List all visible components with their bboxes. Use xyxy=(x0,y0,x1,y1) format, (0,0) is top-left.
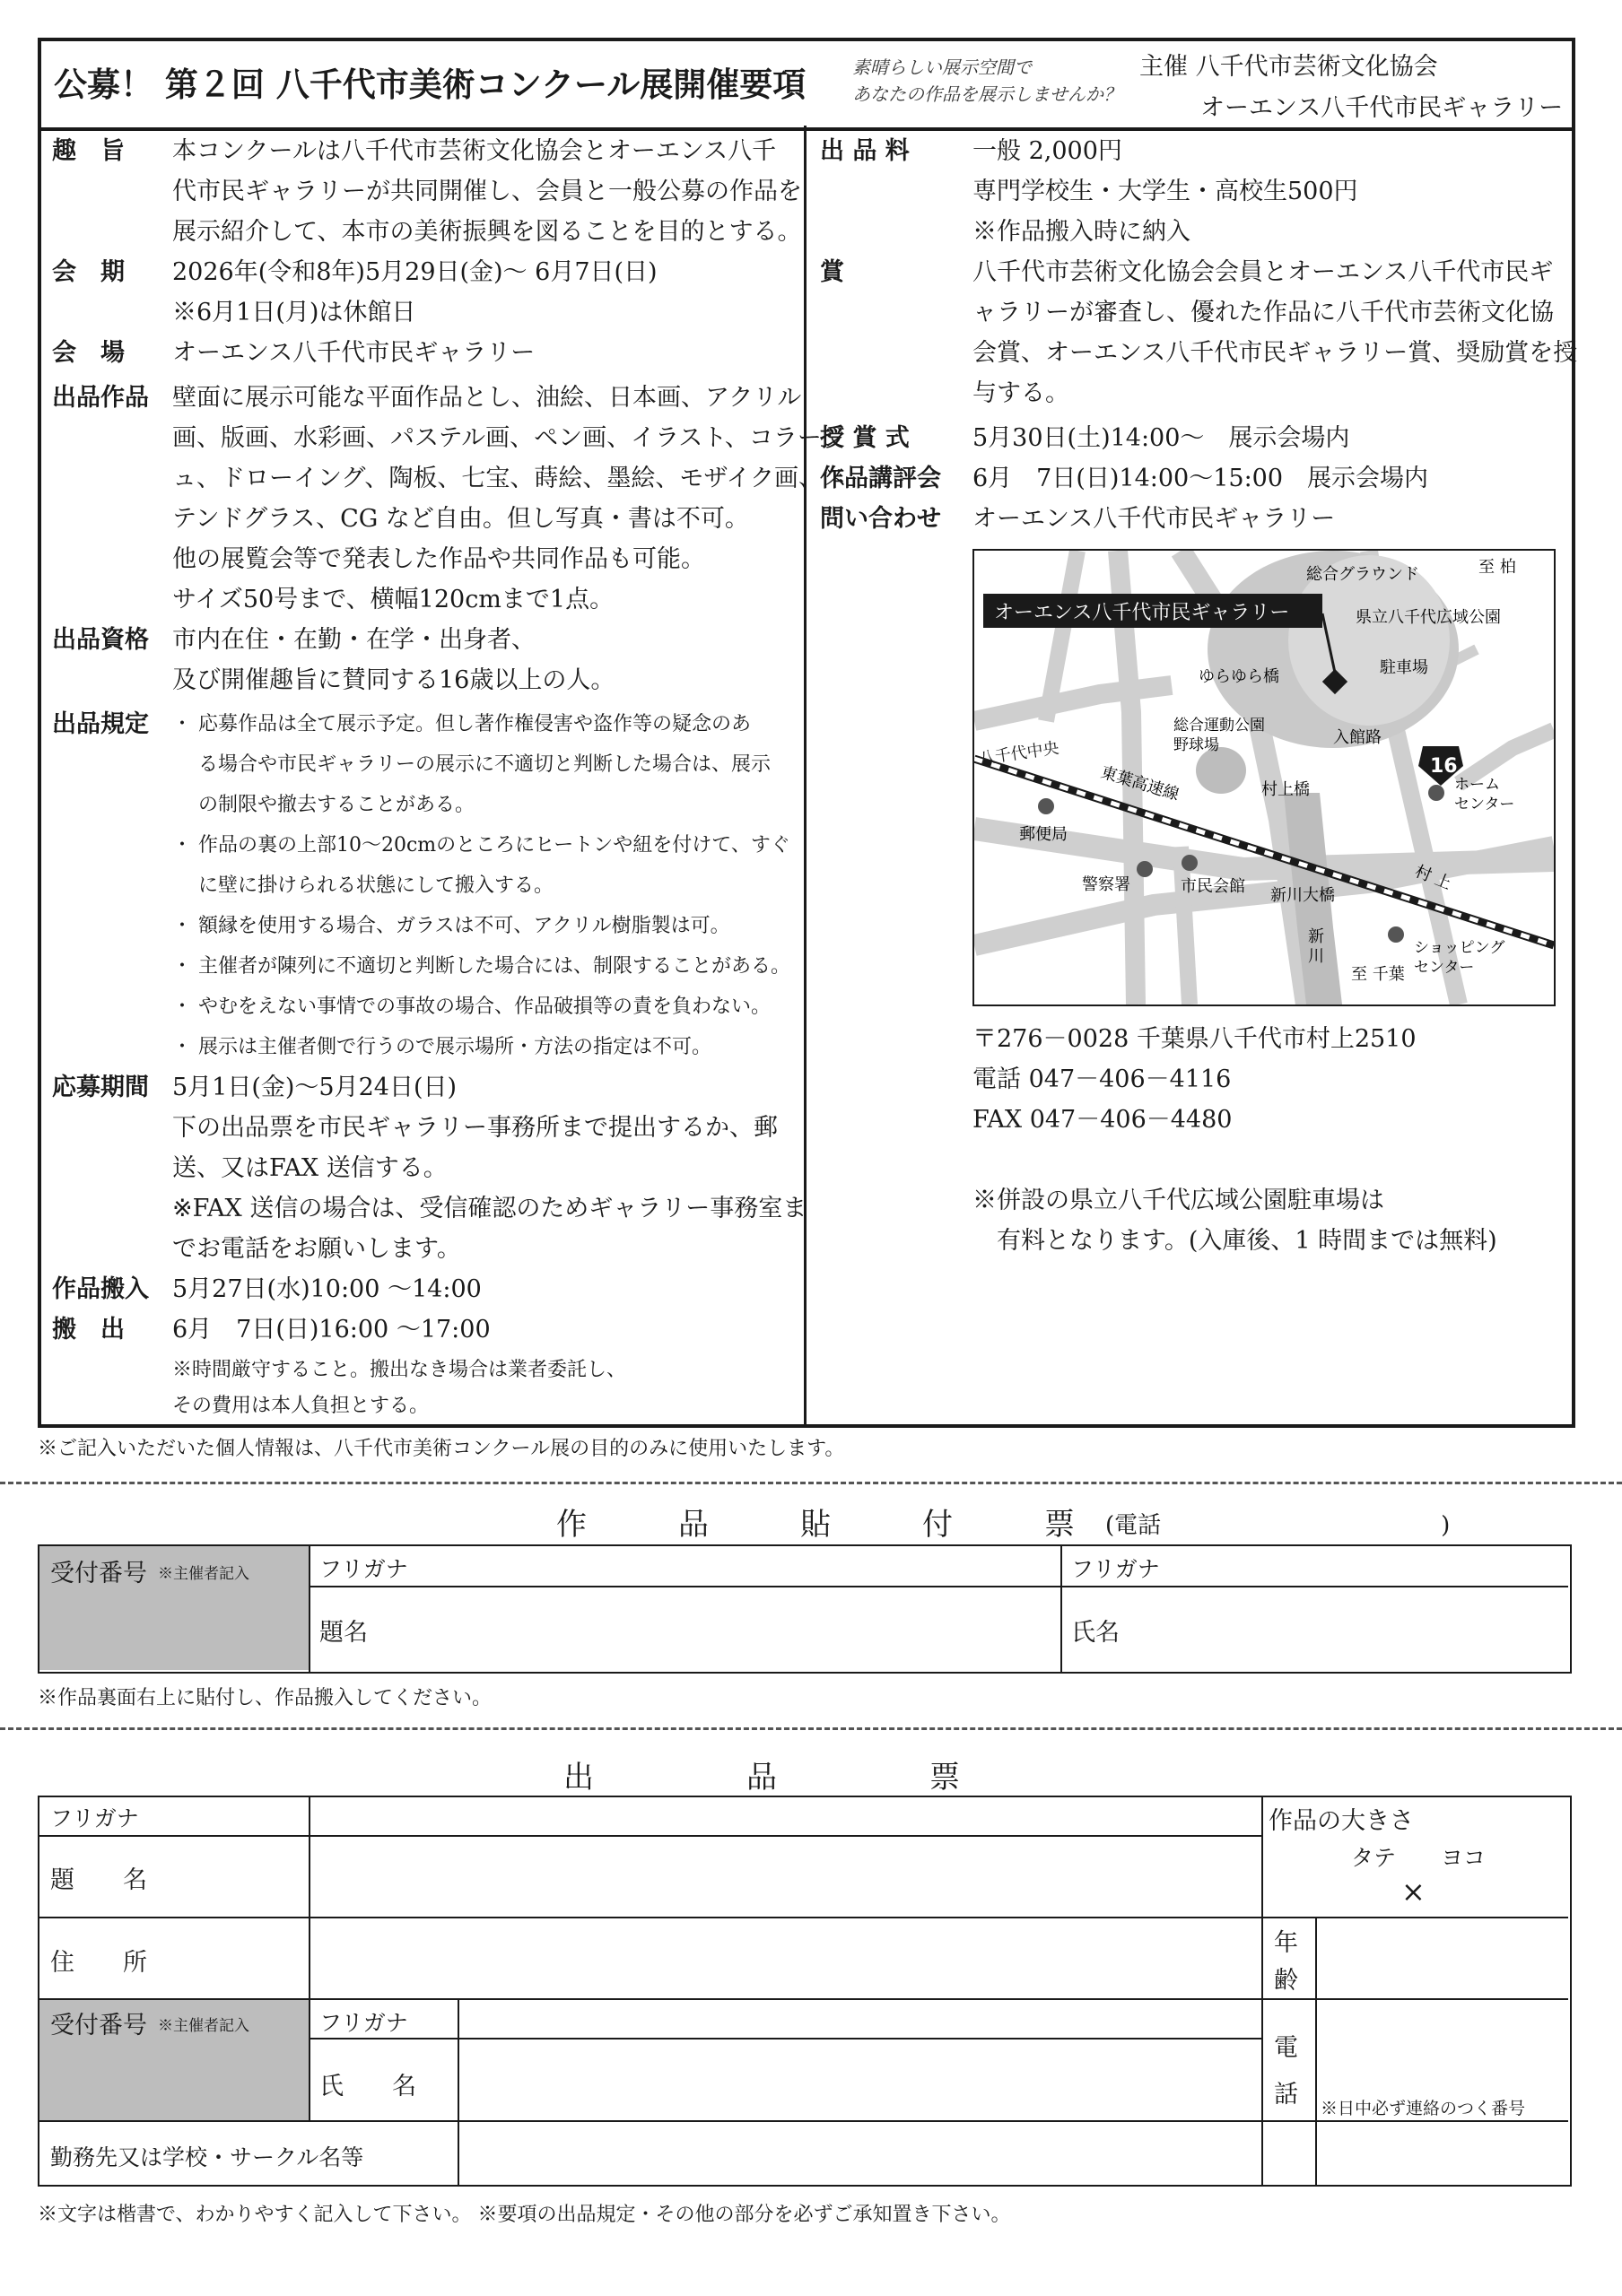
text-line: ※6月1日(月)は休館日 xyxy=(172,299,416,326)
map-label: 至 千葉 xyxy=(1351,965,1405,984)
tagline xyxy=(852,54,1121,108)
map-label: 村 上 xyxy=(1412,862,1454,894)
text-line: 他の展覧会等で発表した作品や共同作品も可能。 xyxy=(172,545,705,573)
address-line: 〒276－0028 千葉県八千代市村上2510 xyxy=(972,1025,1417,1053)
cut-line xyxy=(0,1482,1622,1484)
text-line: 及び開催趣旨に賛同する16歳以上の人。 xyxy=(172,666,615,694)
label-hanshutsu: 搬 出 xyxy=(52,1316,125,1344)
parking-note: 有料となります。(入庫後、1 時間までは無料) xyxy=(972,1227,1497,1255)
map-label: 市民会館 xyxy=(1181,877,1245,896)
text-line: 会賞、オーエンス八千代市民ギャラリー賞、奨励賞を授 xyxy=(972,339,1578,367)
entry-form-footer: ※文字は楷書で、わかりやすく記入して下さい。 ※要項の出品規定・その他の部分を必ずご承知置き下さい。 xyxy=(38,2204,1011,2226)
map-label: 総合運動公園 xyxy=(1173,717,1265,735)
map-label: 入館路 xyxy=(1333,728,1382,747)
text-line: 八千代市芸術文化協会会員とオーエンス八千代市民ギ xyxy=(972,258,1554,286)
times-icon: × xyxy=(1401,1874,1426,1909)
page-title: 公募！ 第２回 八千代市美術コンクール展開催要項 xyxy=(54,65,807,104)
poi-dot xyxy=(1388,926,1404,943)
cut-line xyxy=(0,1727,1622,1730)
phone-note: ※日中必ず連絡のつく番号 xyxy=(1321,2099,1526,2118)
access-map xyxy=(972,549,1556,1006)
map-label: 駐車場 xyxy=(1380,658,1428,677)
label-kaijo: 会 場 xyxy=(52,339,125,367)
age-char: 年 xyxy=(1274,1929,1298,1957)
privacy-note: ※ご記入いただいた個人情報は、八千代市美術コンクール展の目的のみに使用いたします。 xyxy=(38,1438,845,1460)
reception-label: 受付番号 xyxy=(50,1560,147,1587)
grid-line xyxy=(1060,1544,1062,1672)
entry-form-title: 出 品 票 xyxy=(563,1760,960,1796)
text-line: サイズ50号まで、横幅120cmまで1点。 xyxy=(172,586,615,613)
furigana-label: フリガナ xyxy=(50,1805,139,1831)
text-line: ※時間厳守すること。搬出なき場合は業者委託し、 xyxy=(172,1359,627,1381)
label-contact: 問い合わせ xyxy=(820,505,941,533)
rule-line: ・ 応募作品は全て展示予定。但し著作権侵害や盗作等の疑念のあ xyxy=(172,713,751,735)
label-hannyu: 作品搬入 xyxy=(52,1275,149,1303)
text-line: 画、版画、水彩画、パステル画、ペン画、イラスト、コラージ xyxy=(172,424,846,452)
text-line: オーエンス八千代市民ギャラリー xyxy=(972,505,1336,533)
poi-dot xyxy=(1182,855,1198,871)
main-divider xyxy=(804,126,807,1426)
label-kikan: 応募期間 xyxy=(52,1074,149,1101)
title-label: 題 名 xyxy=(50,1866,147,1894)
map-label: 至 柏 xyxy=(1478,558,1516,577)
map-label: 警察署 xyxy=(1082,875,1130,894)
text-line: 本コンクールは八千代市芸術文化協会とオーエンス八千 xyxy=(172,137,777,165)
label-kaiki: 会 期 xyxy=(52,258,125,286)
text-line: 2026年(令和8年)5月29日(金)～ 6月7日(日) xyxy=(172,258,658,286)
reception-note: ※主催者記入 xyxy=(158,1565,249,1583)
rule-line: る場合や市民ギャラリーの展示に不適切と判断した場合は、展示 xyxy=(172,753,771,776)
size-label: 作品の大きさ xyxy=(1269,1807,1414,1835)
phone-line: 電話 047－406－4116 xyxy=(972,1065,1232,1093)
poi-dot xyxy=(1137,861,1153,877)
label-fee: 出 品 料 xyxy=(820,137,910,165)
text-line: でお電話をお願いします。 xyxy=(172,1235,461,1263)
text-line: 展示紹介して、本市の美術振興を図ることを目的とする。 xyxy=(172,218,802,246)
rule-line: ・ 展示は主催者側で行うので展示場所・方法の指定は不可。 xyxy=(172,1036,711,1058)
text-line: ャラリーが審査し、優れた作品に八千代市芸術文化協 xyxy=(972,299,1554,326)
name-label: 氏名 xyxy=(1071,1619,1120,1647)
text-line: 6月 7日(日)16:00 ～17:00 xyxy=(172,1316,491,1344)
grid-line xyxy=(458,1998,459,2185)
map-label: 村上橋 xyxy=(1261,780,1310,799)
map-label: 東葉高速線 xyxy=(1098,762,1182,805)
rule-line: ・ 主催者が陳列に不適切と判断した場合には、制限することがある。 xyxy=(172,955,790,978)
rule-line: に壁に掛けられる状態にして搬入する。 xyxy=(172,874,554,897)
map-label: 川 xyxy=(1308,947,1324,966)
map-label: ゆらゆら橋 xyxy=(1199,667,1279,686)
phone-char: 電 xyxy=(1274,2034,1298,2062)
text-line: 専門学校生・大学生・高校生500円 xyxy=(972,178,1358,205)
poi-dot xyxy=(1428,785,1444,801)
map-label: 野球場 xyxy=(1173,736,1219,754)
map-svg xyxy=(974,551,1554,1004)
label-kitei: 出品規定 xyxy=(52,710,149,738)
rule-line: の制限や撤去することがある。 xyxy=(172,794,475,816)
fax-line: FAX 047－406－4480 xyxy=(972,1106,1233,1134)
age-char: 齢 xyxy=(1274,1967,1298,1995)
work-label: 勤務先又は学校・サークル名等 xyxy=(50,2144,364,2170)
text-line: ※作品搬入時に納入 xyxy=(972,218,1190,246)
phone-label xyxy=(1274,2025,1298,2118)
furigana-label: フリガナ xyxy=(319,1556,408,1582)
text-line: 一般 2,000円 xyxy=(972,137,1122,165)
grid-line xyxy=(38,1917,1568,1918)
text-line: オーエンス八千代市民ギャラリー xyxy=(172,339,536,367)
label-slip-title: 作 品 貼 付 票 xyxy=(556,1507,1075,1543)
text-line: 壁面に展示可能な平面作品とし、油絵、日本画、アクリル xyxy=(172,384,802,412)
grid-line xyxy=(309,1586,1568,1587)
label-review: 作品講評会 xyxy=(820,465,941,492)
label-slip-note: ※作品裏面右上に貼付し、作品搬入してください。 xyxy=(38,1687,493,1709)
map-label: 八千代中央 xyxy=(977,738,1060,769)
map-label: 新川大橋 xyxy=(1270,886,1335,905)
title-label: 題名 xyxy=(319,1619,368,1647)
label-prize: 賞 xyxy=(820,258,844,286)
yoko-label: ヨコ xyxy=(1441,1845,1487,1871)
grid-line xyxy=(38,1998,1568,2000)
text-line: 5月30日(土)14:00～ 展示会場内 xyxy=(972,424,1350,452)
rule-line: ・ 作品の裏の上部10～20cmのところにヒートンや紐を付けて、すぐ xyxy=(172,834,790,857)
grid-line xyxy=(309,1544,310,1672)
organizer-line2: オーエンス八千代市民ギャラリー xyxy=(1200,94,1564,122)
tagline-line: あなたの作品を展示しませんか？ xyxy=(852,83,1121,105)
map-label: ホーム xyxy=(1454,776,1500,794)
phone-char: 話 xyxy=(1274,2081,1298,2109)
map-road xyxy=(974,685,1172,721)
text-line: その費用は本人負担とする。 xyxy=(172,1395,430,1417)
text-line: 5月27日(水)10:00 ～14:00 xyxy=(172,1275,482,1303)
route-16-number: 16 xyxy=(1430,755,1458,778)
grid-line xyxy=(1261,1796,1263,2185)
map-label: ショッピング xyxy=(1414,939,1505,957)
grid-line xyxy=(309,1796,310,2122)
label-sakuhin: 出品作品 xyxy=(52,384,149,412)
map-label: 郵便局 xyxy=(1019,825,1068,844)
map-label: 新 xyxy=(1308,927,1324,946)
text-line: 送、又はFAX 送信する。 xyxy=(172,1154,448,1182)
grid-line xyxy=(1315,1917,1317,2185)
poi-dot xyxy=(1038,798,1054,814)
text-line: 代市民ギャラリーが共同開催し、会員と一般公募の作品を xyxy=(172,178,802,205)
label-shikaku: 出品資格 xyxy=(52,626,149,654)
grid-line xyxy=(38,1835,1263,1837)
text-line: 市内在住・在勤・在学・出身者、 xyxy=(172,626,536,654)
label-ceremony: 授 賞 式 xyxy=(820,424,910,452)
label-slip-phone: (電話 ) xyxy=(1105,1512,1451,1539)
grid-line xyxy=(38,2120,1568,2122)
reception-note: ※主催者記入 xyxy=(158,2017,249,2035)
name-label: 氏 名 xyxy=(319,2073,416,2100)
rule-line: ・ 額縁を使用する場合、ガラスは不可、アクリル樹脂製は可。 xyxy=(172,915,730,937)
age-label xyxy=(1274,1925,1298,2000)
grid-line xyxy=(309,2038,1263,2039)
entry-form-table xyxy=(38,1796,1572,2187)
text-line: 5月1日(金)～5月24日(日) xyxy=(172,1074,458,1101)
map-label: 総合グラウンド xyxy=(1306,565,1419,584)
text-line: ※FAX 送信の場合は、受信確認のためギャラリー事務室ま xyxy=(172,1195,807,1222)
text-line: 下の出品票を市民ギャラリー事務所まで提出するか、郵 xyxy=(172,1114,778,1142)
address-label: 住 所 xyxy=(50,1949,147,1977)
text-line: ュ、ドローイング、陶板、七宝、蒔絵、墨絵、モザイク画、ス xyxy=(172,465,847,492)
text-line: 与する。 xyxy=(972,379,1069,407)
text-line: テンドグラス、CG など自由。但し写真・書は不可。 xyxy=(172,505,749,533)
furigana-label: フリガナ xyxy=(1071,1556,1160,1582)
map-label: 県立八千代広域公園 xyxy=(1356,608,1501,627)
map-label: センター xyxy=(1454,796,1515,813)
tagline-line: 素晴らしい展示空間で xyxy=(852,57,1032,78)
map-label: センター xyxy=(1414,959,1475,977)
reception-label: 受付番号 xyxy=(50,2012,147,2039)
rule-line: ・ やむをえない事情での事故の場合、作品破損等の責を負わない。 xyxy=(172,996,771,1018)
gallery-callout-text: オーエンス八千代市民ギャラリー xyxy=(994,602,1290,624)
organizer-line1: 主催 八千代市芸術文化協会 xyxy=(1139,53,1438,81)
furigana-label: フリガナ xyxy=(319,2010,408,2036)
label-shushi: 趣 旨 xyxy=(52,137,125,165)
parking-note: ※併設の県立八千代広域公園駐車場は xyxy=(972,1187,1384,1214)
text-line: 6月 7日(日)14:00～15:00 展示会場内 xyxy=(972,465,1429,492)
tate-label: タテ xyxy=(1351,1845,1397,1871)
